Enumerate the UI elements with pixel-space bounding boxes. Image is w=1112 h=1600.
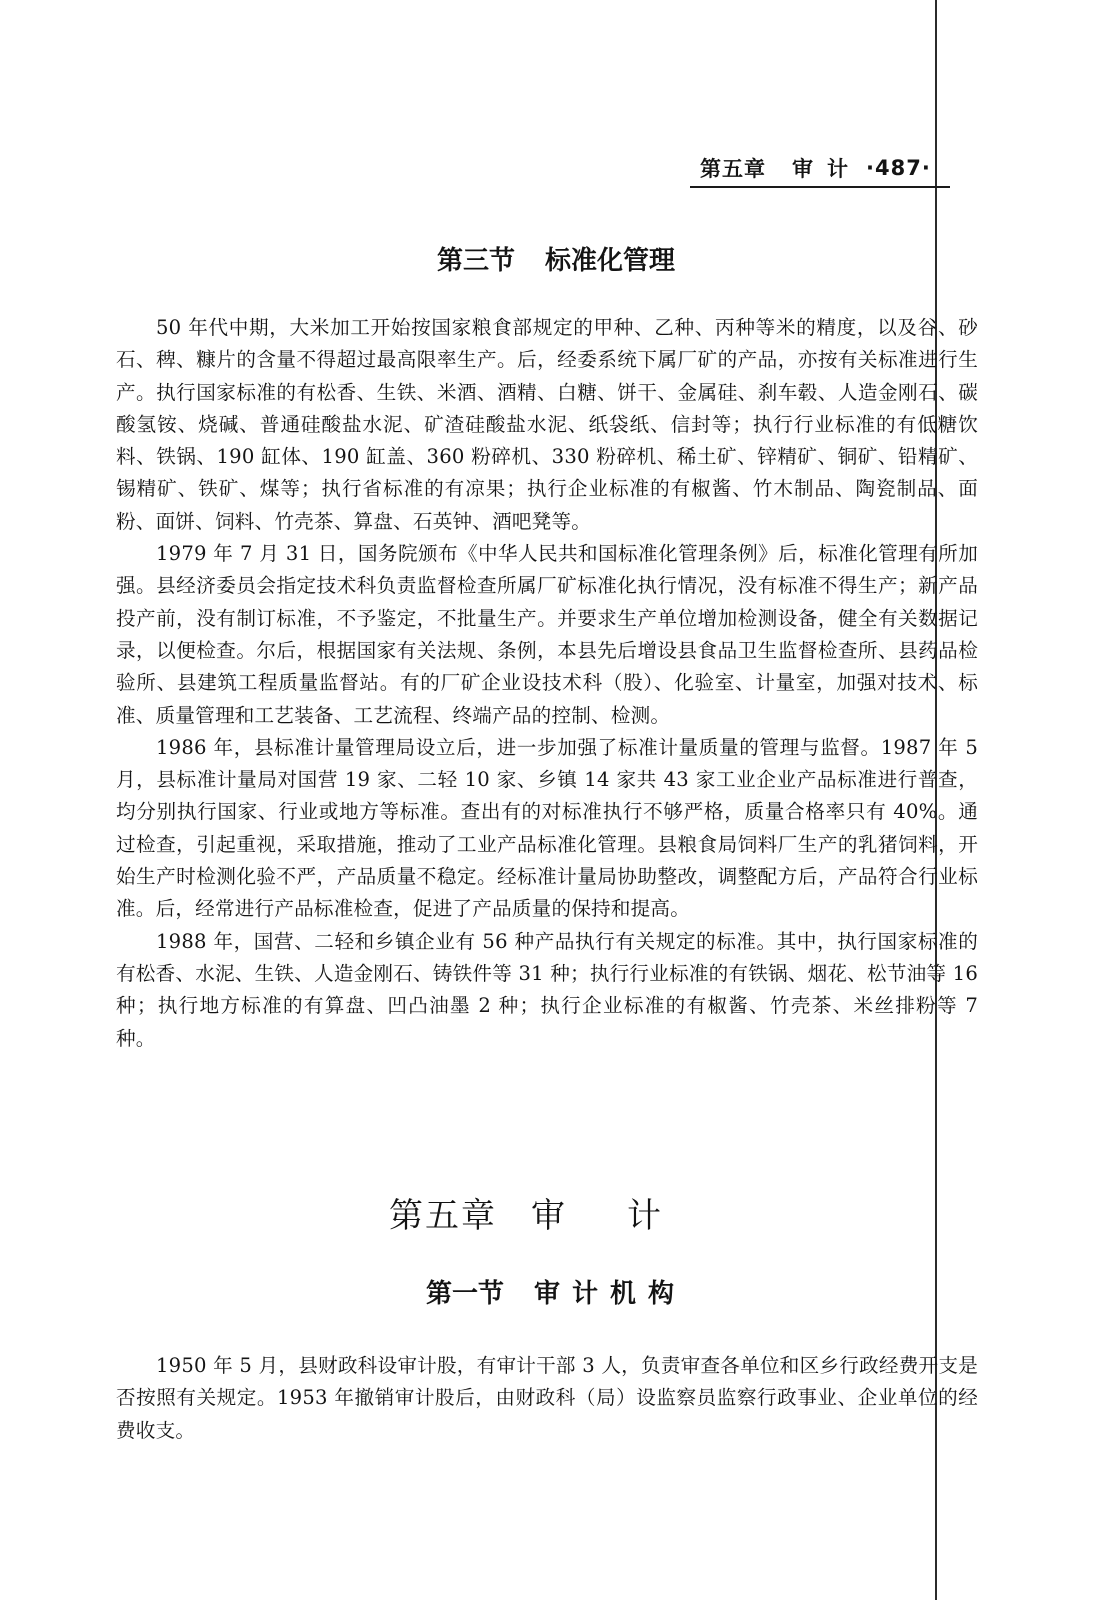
section-title-standardization: [0, 240, 1112, 277]
section-body-standardization: [116, 312, 978, 1055]
section-body-audit: [116, 1350, 978, 1447]
section-heading: 标准化管理: [545, 246, 676, 276]
paragraph: 50 年代中期，大米加工开始按国家粮食部规定的甲种、乙种、丙种等米的精度，以及谷、砂石、稗、糠片的含量不得超过最高限率生产。后，经委系统下属厂矿的产品，亦按有关标准进行生产。执行国家标准的有松香、生铁、米酒、酒精、白糖、饼干、金属硅、刹车毂、人造金刚石、碳酸氢铵、烧碱、普通硅酸盐水泥、矿渣硅酸盐水泥、纸袋纸、信封等；执行行业标准的有低糖饮料、铁锅、190 缸体、190 缸盖、360 粉碎机、330 粉碎机、稀土矿、锌精矿、铜矿、铅精矿、锡精矿、铁矿、煤等；执行省标准的有凉果；执行企业标准的有椒酱、竹木制品、陶瓷制品、面粉、面饼、饲料、竹壳茶、算盘、石英钟、酒吧凳等。: [116, 316, 978, 533]
section-title-audit: [0, 1273, 1112, 1310]
paragraph: 1986 年，县标准计量管理局设立后，进一步加强了标准计量质量的管理与监督。1987 年 5 月，县标准计量局对国营 19 家、二轻 10 家、乡镇 14 家共 43 家工业企业产品标准进行普查，均分别执行国家、行业或地方等标准。查出有的对标准执行不够严格，质量合格率只有 40%。通过检查，引起重视，采取措施，推动了工业产品标准化管理。县粮食局饲料厂生产的乳猪饲料，开始生产时检测化验不严，产品质量不稳定。经标准计量局协助整改，调整配方后，产品符合行业标准。后，经常进行产品标准检查，促进了产品质量的保持和提高。: [116, 735, 978, 921]
paragraph: 1950 年 5 月，县财政科设审计股，有审计干部 3 人，负责审查各单位和区乡行政经费开支是否按照有关规定。1953 年撤销审计股后，由财政科（局）设监察员监察行政事业、企业单位的经费收支。: [116, 1354, 978, 1442]
chapter-subject: 审计: [531, 1196, 723, 1236]
section-number: 第一节: [425, 1279, 504, 1309]
running-header: [690, 150, 950, 188]
header-chapter: 第五章: [700, 157, 766, 181]
page-number: ·487·: [866, 156, 931, 180]
section-heading: 审计机构: [534, 1279, 687, 1309]
paragraph: 1979 年 7 月 31 日，国务院颁布《中华人民共和国标准化管理条例》后，标准化管理有所加强。县经济委员会指定技术科负责监督检查所属厂矿标准化执行情况，没有标准不得生产；新产品投产前，没有制订标准，不予鉴定，不批量生产。并要求生产单位增加检测设备，健全有关数据记录，以便检查。尔后，根据国家有关法规、条例，本县先后增设县食品卫生监督检查所、县药品检验所、县建筑工程质量监督站。有的厂矿企业设技术科（股）、化验室、计量室，加强对技术、标准、质量管理和工艺装备、工艺流程、终端产品的控制、检测。: [116, 542, 978, 727]
header-subject: 审计: [792, 157, 862, 181]
paragraph: 1988 年，国营、二轻和乡镇企业有 56 种产品执行有关规定的标准。其中，执行国家标准的有松香、水泥、生铁、人造金刚石、铸铁件等 31 种；执行行业标准的有铁锅、烟花、松节油等 16 种；执行地方标准的有算盘、凹凸油墨 2 种；执行企业标准的有椒酱、竹壳茶、米丝排粉等 7 种。: [116, 929, 978, 1050]
section-number: 第三节: [436, 246, 515, 276]
chapter-number: 第五章: [389, 1196, 497, 1236]
chapter-title: [0, 1188, 1112, 1237]
